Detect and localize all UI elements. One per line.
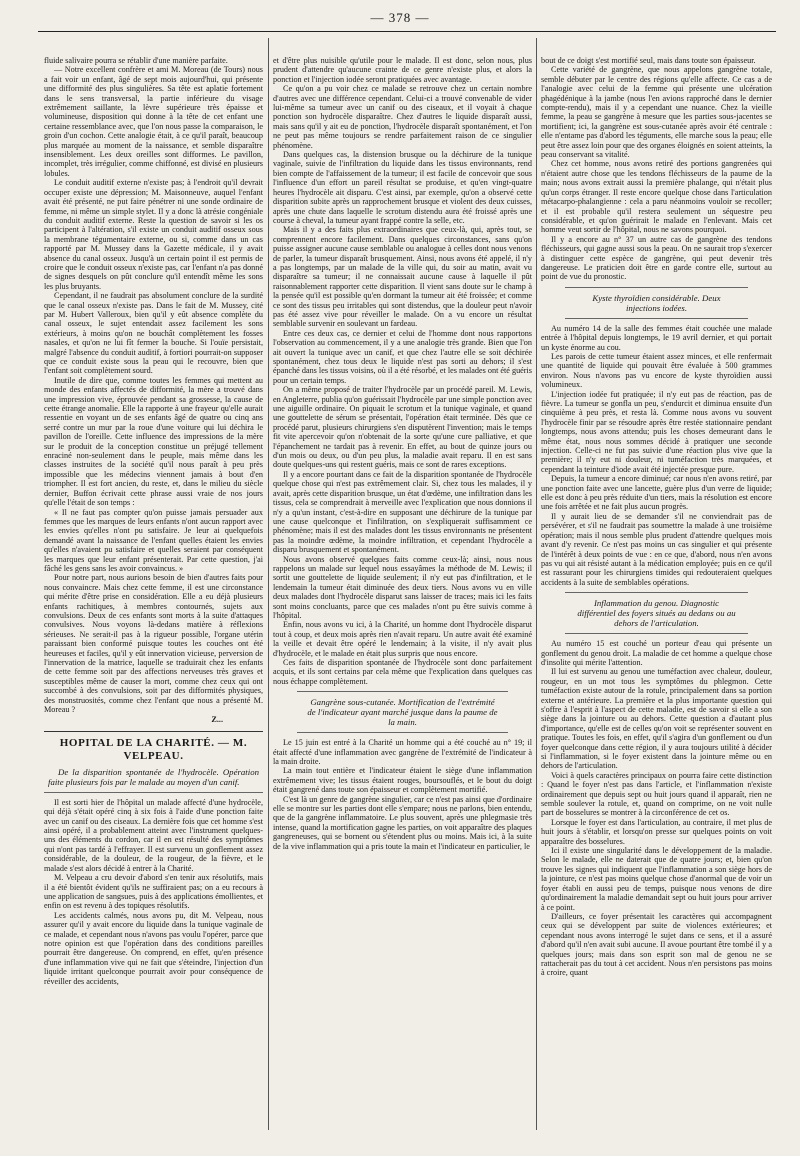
paragraph: Voici à quels caractères principaux on pourra faire cette distinction : Quand le foyer n'est pas dans l'article, et l'inflammation n'existe ordinairement que depuis sept ou huit jours quand il apparaît, rien ne semble soulever la rotule, et, quand on comprime, on ne voit nulle part de bosselures se montrer à la circonférence de cet os.: [541, 770, 772, 818]
paragraph: Ce qu'on a pu voir chez ce malade se retrouve chez un certain nombre d'autres avec une différence cependant. Celui-ci a trouvé convenable de vider lui-même sa tumeur avec un canif ou des ciseaux, et il voyait à chaque ponction son hydrocèle disparaître. Chez d'autres le liquide disparaît aussi, mais sans qu'il y ait eu de ponction, l'hydrocèle disparaît spontanément, et l'on ne peut pas même toujours se rendre parfaitement raison de ce singulier phénomène.: [273, 84, 532, 150]
page-number: — 378 —: [370, 10, 430, 25]
paragraph: Entre ces deux cas, ce dernier et celui de l'homme dont nous rapportons l'observation au commencement, il y a une analogie très grande. Bien que l'on ait ouvert la tunique avec un canif, et que chez l'autre elle se soit déchirée spontanément, chez tous deux le liquide n'est pas sorti au dehors; il s'est épanché dans les tissus voisins, où il a été résorbé, et les malades ont été guéris pour un certain temps.: [273, 328, 532, 385]
paragraph: et d'être plus nuisible qu'utile pour le malade. Il est donc, selon nous, plus prudent d'attendre qu'aucune crainte de ce genre n'existe plus, et alors la ponction et l'injection iodée seront pratiquées avec avantage.: [273, 56, 532, 84]
paragraph: Il y a encore pourtant dans ce fait de la disparition spontanée de l'hydrocèle quelque chose qui n'est pas extrêmement clair. Si, chez tous les malades, il y avait, après cette disparition brusque, un état d'œdème, une infiltration dans les tissus, cela se comprendrait à merveille avec l'explication que nous donnions il n'y a qu'un instant, c'est-à-dire en supposant une déchirure de la tunique par une cause quelconque et l'infiltration, on s'expliquerait suffisamment ce phénomène; mais il est des malades dont les tissus environnants ne présentent pas la moindre œdème, la moindre infiltration, et cependant l'hydrocèle a disparu brusquement et spontanément.: [273, 469, 532, 555]
paragraph: Cette variété de gangrène, que nous appelons gangrène totale, semble débuter par le centre des régions qu'elle affecte. Ce cas a de l'analogie avec celui de la femme qui présente une ulcération phagédénique à la jambe (nous l'en avions rapproché dans le dernier compte-rendu), mais il y a cependant une nuance. Chez la vieille femme, la peau se gangrène à mesure que les parties sous-jacentes se mortifient; ici, la gangrène est sous-cutanée après avoir été centrale : elle n'entame pas d'abord les téguments, elle marche sous la peau; elle peut être assez loin pour que des organes éloignés en soient atteints, la peau conservant sa vitalité.: [541, 65, 772, 160]
column-1: [44, 56, 263, 1130]
paragraph: La main tout entière et l'indicateur étaient le siège d'une inflammation extrêmement vive; les tissus étaient rouges, boursouflés, et le bout du doigt était gangrené dans toute son épaisseur et complètement mortifié.: [273, 766, 532, 795]
paragraph: M. Velpeau a cru devoir d'abord s'en tenir aux résolutifs, mais il a été bientôt évident qu'ils ne suffiraient pas; on a eu recours à une application de sangsues, puis à des applications émollientes, et enfin on est revenu à des topiques résolutifs.: [44, 873, 263, 911]
paragraph: Au numéro 14 de la salle des femmes était couchée une malade entrée à l'hôpital depuis longtemps, le 19 avril dernier, et qui portait un kyste énorme au cou.: [541, 323, 772, 352]
column-rule: [536, 38, 537, 1130]
paragraph: bout de ce doigt s'est mortifié seul, mais dans toute son épaisseur.: [541, 56, 756, 65]
paragraph: — Notre excellent confrère et ami M. Moreau (de Tours) nous a fait voir un enfant, âgé de sept mois aujourd'hui, qui présente une difformité des plus singulières. Sa tête est aplatie fortement dans le sens transversal, la partie inférieure du visage extrêmement saillante, la lèvre supérieure très épaisse et volumineuse, disposition qui donne à la tête de cet enfant une certaine ressemblance avec, que l'on nous passe la comparaison, le groin d'un cochon. Cette analogie était, à ce qu'il paraît, beaucoup plus marquée au moment de la naissance, et semble disparaître insensiblement. Les deux oreilles sont difformes. Le pavillon, incomplet, très irrégulier, comme chiffonné, est divisé en plusieurs lobules.: [44, 65, 263, 178]
paragraph: Chez cet homme, nous avons retiré des portions gangrenées qui n'étaient autre chose que les tendons fléchisseurs de la paume de la main; nous avons extrait aussi la première phalange, qui n'était plus qu'un corps étranger. Il reste encore quelque chose dans l'articulation métacarpo-phalangienne : cela a paru néanmoins vouloir se recoller; et il est probable qu'il restera seulement un séquestre peu considérable, et qu'on guérirait le malade en l'enlevant. Mais cet homme veut sortir de l'hôpital, nous ne savons pourquoi.: [541, 159, 772, 235]
paragraph: Il y a encore au n° 37 un autre cas de gangrène des tendons fléchisseurs, qui gagne aussi sous la peau. On ne saurait trop s'exercer à distinguer cette espèce de gangrène, qui peut devenir très dangereuse. Le praticien doit être en garde contre elle, surtout au point de vue du pronostic.: [541, 234, 772, 282]
column-2: [273, 56, 532, 1130]
column-3: [541, 56, 772, 1130]
paragraph: Ces faits de disparition spontanée de l'hydrocèle sont donc parfaitement acquis, et ils sont certains par cela même que l'explication dans quelques cas nous échappe complètement.: [273, 658, 532, 686]
paragraph: Cependant, il ne faudrait pas absolument conclure de la surdité que le canal osseux n'existe pas. Dans le fait de M. Mussey, cité par M. Hubert Valleroux, bien qu'il y eût absence complète du canal osseux, le sujet entendait assez facilement les sons extérieurs, à moins qu'on ne bouchât complètement les fosses nasales, et qu'on ne lui fît fermer la bouche. Si l'ouïe persistait, malgré l'absence du conduit auditif, à fortiori pourrait-on supposer que ce conduit existe sous la peau qui le recouvre, bien que l'enfant soit complètement sourd.: [44, 291, 263, 376]
paragraph: C'est là un genre de gangrène singulier, car ce n'est pas ainsi que d'ordinaire elle se montre sur les parties dont elle s'empare; nous ne parlons, bien entendu, que de la gangrène inflammatoire. Le plus souvent, après une phlegmasie très intense, quand la mortification gagne les parties, on voit apparaître des plaques gangreneuses, qui se bornent ou s'étendent plus ou moins. Mais ici, à la suite de la vive inflammation qui a pris toute la main et l'indicateur en particulier, le: [273, 794, 532, 851]
paragraph: Au numéro 15 est couché un porteur d'eau qui présente un gonflement du genou droit. La maladie de cet homme a quelque chose d'insolite qui mérite l'attention.: [541, 639, 772, 667]
paragraph: Il y aurait lieu de se demander s'il ne conviendrait pas de persévérer, et s'il ne faudrait pas soumettre la malade à une troisième opération; mais il nous semble plus prudent d'attendre quelques mois avant d'y revenir. Ce n'est pas moins un cas singulier et qui présente de l'intérêt à deux points de vue : en ce que, d'abord, nous n'en avons pas vu qui ait résisté autant à la médication employée; puis en ce qu'il est rassurant pour les chirurgiens timides qui redouteraient quelques accidents à la suite de semblables opérations.: [541, 511, 772, 587]
paragraph: Les parois de cette tumeur étaient assez minces, et elle renfermait une quantité de liquide qui pouvait être évaluée à 500 grammes environ. Nous n'avons pas vu encore de kyste thyroïdien aussi volumineux.: [541, 351, 772, 390]
paragraph: Les accidents calmés, nous avons pu, dit M. Velpeau, nous assurer qu'il y avait encore du liquide dans la tunique vaginale de ce malade, et cependant nous n'avons pas voulu l'opérer, parce que notre opinion est que l'opération dans des conditions pareilles pourrait être dangereuse. On comprend, en effet, qu'en présence d'une inflammation vive qui ne fait que s'éteindre, l'injection d'un liquide irritant quelconque pourrait avoir pour conséquence de réveiller des accidents,: [44, 910, 263, 986]
paragraph: Depuis, la tumeur a encore diminué; car nous n'en avons retiré, par une ponction faite avec une lancette, guère plus d'un verre de liquide; elle est donc à peu près réduite d'un tiers, mais la résolution est encore une fois arrêtée et ne fait plus aucun progrès.: [541, 474, 772, 512]
paragraph: On a même proposé de traiter l'hydrocèle par un procédé pareil. M. Lewis, en Angleterre, publia qu'on guérissait l'hydrocèle par une simple ponction avec une aiguille ordinaire. On piquait le scrotum et la tunique vaginale, et quand une gouttelette de sérum se présentait, l'opération était terminée. Dès que ce procédé parut, plusieurs chirurgiens s'en disputèrent l'invention; mais le temps fit vite apercevoir qu'on n'obtenait de la sorte qu'une cure palliative, et que l'épanchement ne tardait pas à revenir. En effet, au bout de quinze jours ou d'un mois ou deux, ou d'un peu plus, la maladie avait reparu. Il en est sans doute quelques-uns qui restent guéris, mais ce sont de rares exceptions.: [273, 385, 532, 470]
paragraph: L'injection iodée fut pratiquée; il n'y eut pas de réaction, pas de fièvre. La tumeur se gonfla un peu, s'endurcit et diminua ensuite d'un cinquième à peu près, et resta là. Comme nous avons vu souvent l'hydrocèle finir par se résoudre après être restée stationnaire pendant longtemps, nous avons attendu; puis les choses demeurant dans le même état, nous nous sommes décidé à pratiquer une seconde injection. Celle-ci ne fut pas suivie d'une réaction plus vive que la première; il n'y eut ni douleur, ni tuméfaction très marquées, et cependant la teinture d'iode avait été injectée presque pure.: [541, 389, 772, 474]
column-rule: [268, 38, 269, 1130]
section-heading: HOPITAL DE LA CHARITÉ. — M. VELPEAU.: [44, 731, 263, 763]
section-subheading: De la disparition spontanée de l'hydrocèle. Opération faite plusieurs fois par le malade au moyen d'un canif.: [44, 767, 263, 793]
paragraph: fluide salivaire pourra se rétablir d'une manière parfaite.: [44, 56, 228, 65]
paragraph: Nous avons observé quelques faits comme ceux-là; ainsi, nous nous rappelons un malade sur lequel nous essayâmes la méthode de M. Lewis; il sortit une gouttelette de liquide seulement; il n'y eut pas d'infiltration, et le lendemain la tumeur était diminuée des deux tiers. Nous avons vu en ville deux malades dont l'hydrocèle disparut sans laisser de traces; mais ici les faits sont moins concluants, parce que ces malades n'ont pu être suivis comme à l'hôpital.: [273, 554, 532, 620]
paragraph: Pour notre part, nous aurions besoin de bien d'autres faits pour nous convaincre. Mais chez cette femme, il est une circonstance qui mérite d'être prise en considération. Elle a eu déjà plusieurs enfants rachitiques, à membres contournés, sujets aux convulsions. Deux de ces enfants sont morts à la suite d'attaques convulsives. Nous voyons là-dedans matière à réflexions sérieuses. Ne serait-il pas à la rigueur possible, l'organe utérin paraissant bien conformé puisque toutes les couches ont été heureuses et faciles, qu'il y eût innervation vicieuse, perversion de l'innervation de la matrice, laquelle se traduirait chez les enfants de cette femme soit par des affections nerveuses très graves et susceptibles même de causer la mort, comme chez ceux qui ont succombé à des convulsions, soit par des difformités physiques, des monstruosités, comme chez l'enfant que nous a présenté M. Moreau ?: [44, 573, 263, 715]
section-subheading: Inflammation du genou. Diagnostic différentiel des foyers situés au dedans ou au dehors de l'articulation.: [565, 592, 748, 634]
paragraph: Lorsque le foyer est dans l'articulation, au contraire, il met plus de huit jours à s'établir, et lorsqu'on presse sur quelques points on voit apparaître des bosselures.: [541, 817, 772, 846]
paragraph: Enfin, nous avons vu ici, à la Charité, un homme dont l'hydrocèle disparut tout à coup, et deux mois après rien n'avait reparu. Un autre avait été examiné la veille et devait être opéré le lendemain; à la visite, il n'y avait plus d'hydrocèle, et le malade en était plus surpris que nous encore.: [273, 620, 532, 658]
paragraph: Dans quelques cas, la distension brusque ou la déchirure de la tunique vaginale, suivie de l'infiltration du liquide dans les tissus environnants, rend bien compte de l'affaissement de la tumeur; il est facile de concevoir que sous l'influence d'un effort un pareil résultat se produise, et qu'en vingt-quatre heures l'hydrocèle ait disparu. C'est ainsi, par exemple, qu'on a observé cette disparition subite après un rapprochement brusque et violent des deux cuisses, après une chute dans laquelle le scrotum distendu aura été froissé après une course à cheval, la tumeur ayant frappé contre la selle, etc.: [273, 150, 532, 225]
paragraph: Il lui est survenu au genou une tuméfaction avec chaleur, douleur, rougeur, en un mot tous les symptômes du phlegmon. Cette tuméfaction existe autour de la rotule, principalement dans sa portion externe et antérieure. La première et la plus importante question qui s'offre à l'esprit à l'aspect de cette maladie, est de savoir si elle a son siège dans la jointure ou au dehors. Cette question a d'autant plus d'importance, qu'elle est de celles qu'on voit se représenter souvent en pratique. Toutes les fois, en effet, qu'il s'agira d'un gonflement ou d'un foyer quelconque dans cette région, il y aura toujours utilité à décider si l'inflammation, si le foyer existent dans la jointure même ou en dehors de l'articulation.: [541, 667, 772, 771]
paragraph: D'ailleurs, ce foyer présentait les caractères qui accompagnent ceux qui se développent par suite de violences extérieures; et cependant nous avons interrogé le sujet dans ce sens, et il a assuré d'abord qu'il n'en avait subi aucune. Il avoue pourtant être tombé il y a quelques jours; mais dans son esprit son mal de genou ne se rattacherait pas du tout à cet accident. Nous n'en persistons pas moins à croire, quant: [541, 911, 772, 978]
paragraph: Inutile de dire que, comme toutes les femmes qui mettent au monde des enfants affectés de difformité, la mère a trouvé dans une impression vive, éprouvée pendant sa grossesse, la cause de cette étrange anomalie. Elle la rapporte à une frayeur qu'elle aurait ressentie en voyant un de ses enfants âgé de quatre ou cinq ans serré contre un mur par la roue d'une voiture qui lui déchira le pavillon de l'oreille. Cette influence des impressions de la mère sur le produit de la conception constitue un préjugé tellement enraciné non-seulement dans le peuple, mais même dans les classes instruites de la société qu'il nous paraît à peu près impossible que les médecins viennent jamais à bout d'en triompher. Il est fort ancien, du reste, et, dans le milieu du siècle dernier, Buffon écrivait cette phrase aussi vraie de nos jours qu'elle l'était de son temps :: [44, 375, 263, 508]
author-signature: Z...: [211, 715, 223, 725]
paragraph: Ici il existe une singularité dans le développement de la maladie. Selon le malade, elle ne daterait que de quatre jours; et, bien qu'on trouve les signes qui indiquent que l'inflammation a son siège hors de la jointure, ce n'est pas moins quelque chose d'anormal que de voir un foyer établi en aussi peu de temps, puisque nous venons de dire qu'ordinairement la maladie demandait sept ou huit jours pour arriver à ce point.: [541, 846, 772, 912]
paragraph: Le conduit auditif externe n'existe pas; à l'endroit qu'il devrait occuper existe une dépression; M. Maisonneuve, auquel l'enfant avait été présenté, ne put faire pénétrer ni une sonde ordinaire de femme, ni même un simple stylet. Il y a donc là atrésie congéniale du conduit auditif externe. Reste la question de savoir si les os participent à l'altération, s'il existe un conduit auditif osseux sous la membrane tégumentaire externe, ou si, comme dans un cas rapporté par M. Mussey dans la Gazette médicale, il y avait absence du canal osseux. Jusqu'à un certain point il est permis de croire que le conduit osseux n'existe pas, car l'enfant n'a pas donné de signes desquels on pût conclure qu'il entendît même les sons les plus bruyants.: [44, 178, 263, 291]
section-subheading: Kyste thyroïdien considérable. Deux injections iodées.: [565, 287, 748, 319]
section-subheading: Gangrène sous-cutanée. Mortification de l'extrémité de l'indicateur ayant marché jusque dans la paume de la main.: [297, 691, 508, 733]
paragraph: Mais il y a des faits plus extraordinaires que ceux-là, qui, après tout, se comprennent encore facilement. Dans quelques circonstances, sans qu'on puisse assigner aucune cause semblable ou analogue à celles dont nous venons de parler, la tumeur disparaît brusquement. Ainsi, nous avons été appelé, il n'y a pas longtemps, par un malade de la ville qui, du soir au matin, avait vu disparaître sa tumeur; il ne connaissait aucune cause à laquelle il pût raisonnablement rapporter cette disparition. Il vient sans doute sur le champ à la pensée qu'il est possible qu'en dormant la tumeur ait été froissée; et comme ce sont des tissus peu irritables qui sont distendus, que la douleur peut n'avoir pas été assez vive pour réveiller le malade. On a vu encore un résultat semblable survenir en soulevant un fardeau.: [273, 225, 532, 329]
quotation: « Il ne faut pas compter qu'on puisse jamais persuader aux femmes que les marques de leurs enfants n'ont aucun rapport avec les envies qu'elles n'ont pu satisfaire. Je leur ai quelquefois demandé avant la naissance de l'enfant quelles étaient les envies qu'elles n'avaient pu satisfaire et quelles seraient par conséquent les marques que leur enfant présenterait. Par cette question, j'ai fâché les gens sans les avoir convaincus. »: [44, 507, 263, 573]
paragraph: Le 15 juin est entré à la Charité un homme qui a été couché au n° 19; il était affecté d'une inflammation avec gangrène de l'extrémité de l'indicateur à la main droite.: [273, 738, 532, 767]
header-rule: [38, 31, 776, 32]
paragraph: Il est sorti hier de l'hôpital un malade affecté d'une hydrocèle, qui déjà s'était opéré cinq à six fois à l'aide d'une ponction faite avec un canif ou des ciseaux. La dernière fois que cet homme s'est ainsi opéré, il a probablement atteint avec l'instrument quelques-uns des éléments du cordon, car il en est résulté des symptômes qui n'ont pas tardé à l'effrayer. Il est survenu un gonflement assez considérable, de la douleur, de la rougeur, de la fièvre, et le malade s'est alors décidé à entrer à la Charité.: [44, 797, 263, 873]
